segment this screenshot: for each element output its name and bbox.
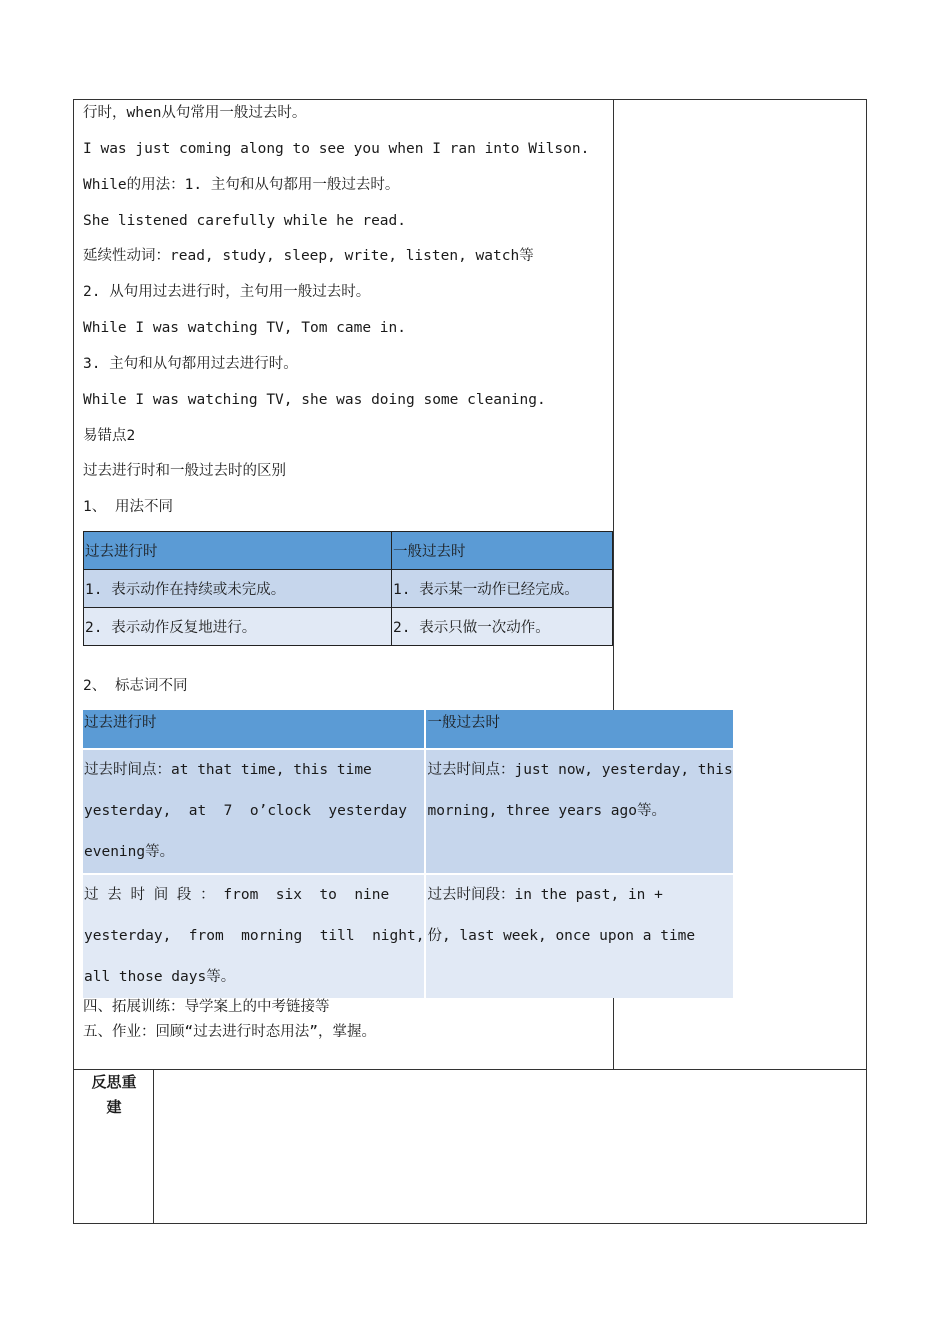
table-row [84, 570, 613, 608]
table-header-row [83, 710, 733, 750]
table-row [84, 608, 613, 646]
cell-line: 过去时间点：just now, yesterday, this [427, 762, 733, 778]
cell-line: yesterday, from morning till night, [84, 928, 425, 944]
reflection-label-line: 反思重 [91, 1073, 137, 1091]
table-cell [83, 875, 426, 998]
table-cell: 1. 表示某一动作已经完成。 [392, 570, 613, 608]
cell-line: 过去时间点：at that time, this time [84, 762, 372, 778]
text-line: 四、拓展训练：导学案上的中考链接等 [83, 999, 330, 1015]
text-line: While I was watching TV, Tom came in. [83, 320, 407, 336]
cell-line: 份, last week, once upon a time [427, 928, 696, 944]
text-line: While I was watching TV, she was doing some cleaning. [83, 392, 546, 408]
table-cell: 1. 表示动作在持续或未完成。 [84, 570, 392, 608]
reflection-label-line: 建 [106, 1098, 122, 1116]
table-cell: 2. 表示只做一次动作。 [392, 608, 613, 646]
text-line: 行时，when从句常用一般过去时。 [83, 105, 307, 121]
table-header-cell: 一般过去时 [426, 710, 732, 750]
text-line: 延续性动词：read, study, sleep, write, listen, watch等 [83, 248, 534, 264]
text-line: 1、 用法不同 [83, 499, 173, 515]
text-line: 过去进行时和一般过去时的区别 [83, 463, 286, 479]
reflection-label [74, 1070, 154, 1120]
text-line: 2. 从句用过去进行时，主句用一般过去时。 [83, 284, 371, 300]
cell-line: all those days等。 [84, 969, 236, 985]
text-line: While的用法：1. 主句和从句都用一般过去时。 [83, 177, 400, 193]
cell-line: yesterday, at 7 o’clock yesterday [84, 803, 408, 819]
signal-words-table [83, 710, 733, 998]
usage-comparison-table [83, 531, 613, 646]
table-cell: 2. 表示动作反复地进行。 [84, 608, 392, 646]
text-line: 3. 主句和从句都用过去进行时。 [83, 356, 298, 372]
table-cell [426, 875, 732, 998]
text-line: 五、作业：回顾“过去进行时态用法”，掌握。 [83, 1024, 376, 1040]
table-cell [83, 750, 426, 875]
lesson-content-cell [73, 99, 867, 1224]
table-header-cell: 过去进行时 [84, 532, 392, 570]
table-header-cell: 过去进行时 [83, 710, 426, 750]
reflection-row-divider [73, 1069, 867, 1070]
cell-line: morning, three years ago等。 [427, 803, 666, 819]
section-heading: 2、 标志词不同 [83, 678, 188, 694]
table-row [83, 875, 733, 998]
cell-line: evening等。 [84, 844, 175, 860]
table-header-cell: 一般过去时 [392, 532, 613, 570]
cell-line: 过 去 时 间 段 ： from six to nine [84, 887, 390, 903]
text-line: 易错点2 [83, 428, 136, 444]
text-line: I was just coming along to see you when I ran into Wilson. [83, 141, 590, 157]
cell-line: 过去时间段：in the past, in + [427, 887, 663, 903]
table-header-row [84, 532, 613, 570]
text-line: She listened carefully while he read. [83, 213, 407, 229]
table-row [83, 750, 733, 875]
table-cell [426, 750, 732, 875]
